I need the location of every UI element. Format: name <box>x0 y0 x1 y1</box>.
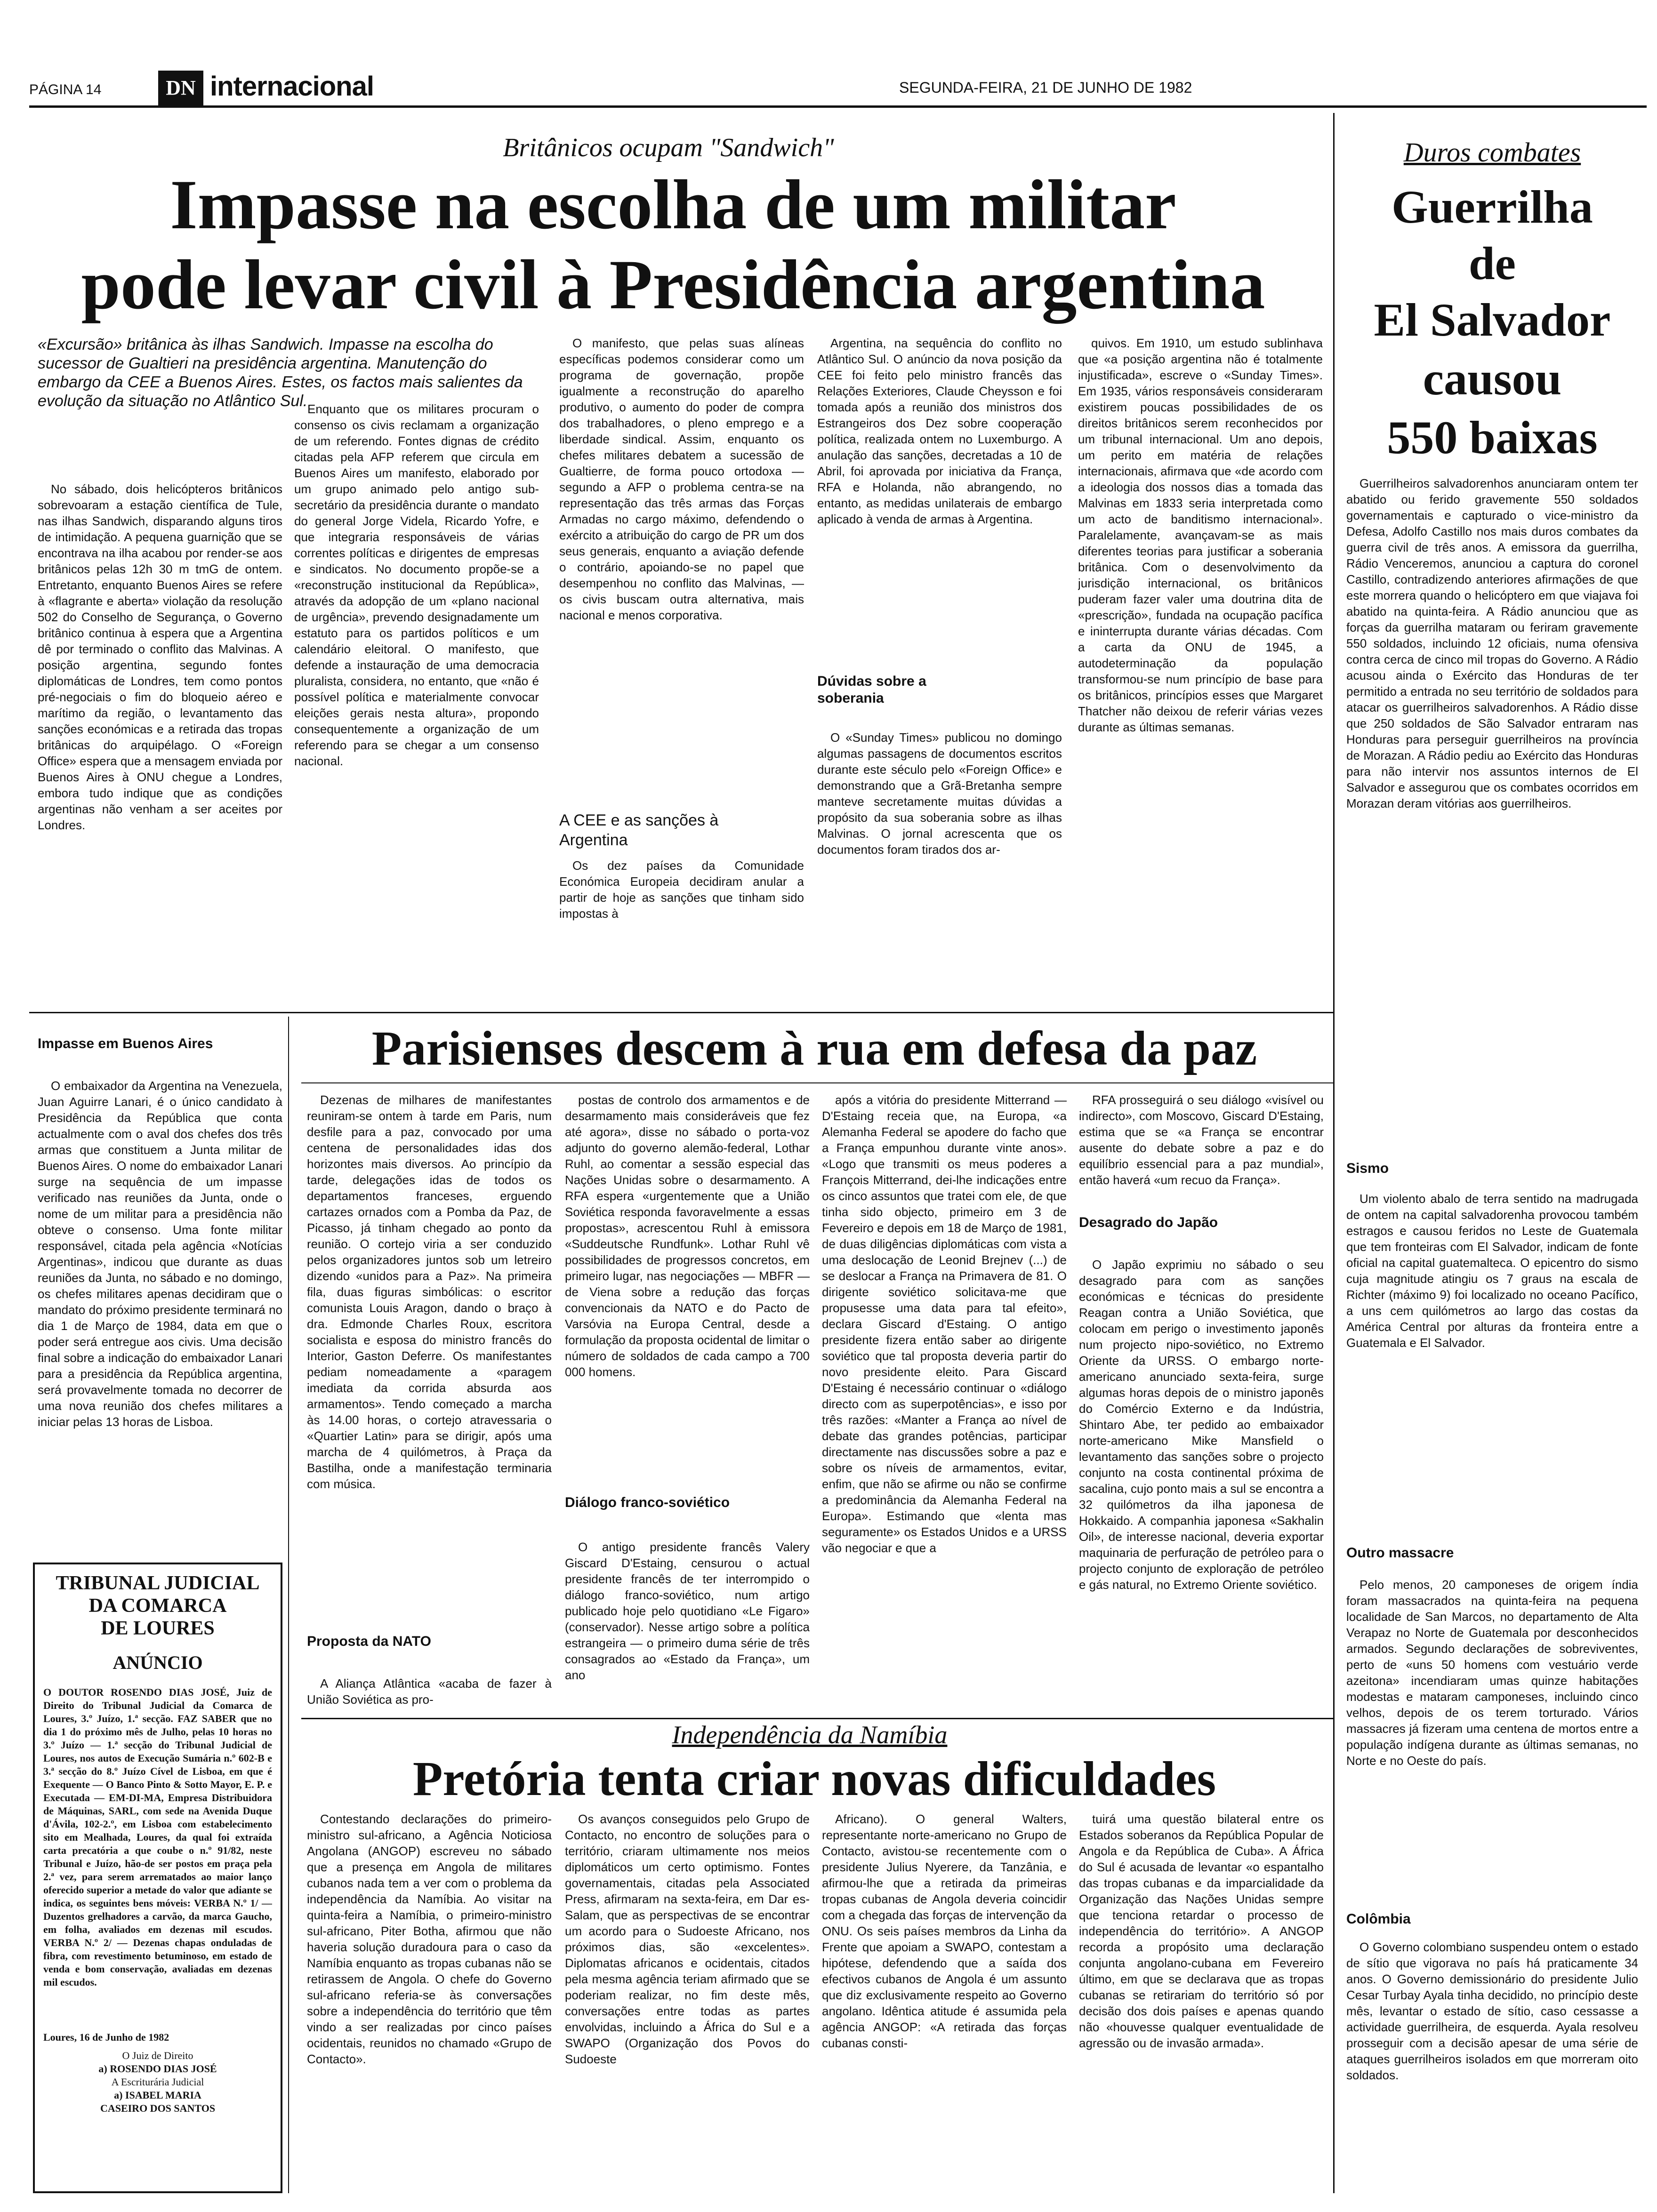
a2-col2-text: postas de controlo dos armamentos e de desarmamento mais consideráveis que fez até agora», disse no sábado o porta-voz adjunto do governo alemão-federal, Lothar Ruhl, ao comentar a sessão especial das Nações Unidas sobre o desarmamento. A RFA espera «urgentemente que a União Soviética responda favoravelmente a essas propostas», acrescentou Ruhl à emissora «Suddeutsche Rundfunk». Lothar Ruhl vê possibilidades de progressos concretos, em primeiro lugar, nas negociações — MBFR — de Viena sobre a redução das forças convencionais da NATO e do Pacto de Varsóvia na Europa Central, desde a formulação da proposta ocidental de limitar o número de soldados de cada campo a 700 000 homens. <box>565 1093 810 1379</box>
a2-title-rule <box>301 1082 1333 1083</box>
a2-title: Parisienses descem à rua em defesa da paz <box>371 1021 1257 1075</box>
a2-col3-text: após a vitória do presidente Mitterrand — D'Estaing receia que, na Europa, «a Alemanha Federal se apodere do facho que a França empunhou durante vinte anos». «Logo que transmiti os meus poderes a François Mitterrand, dei-lhe indicações entre os cinco assuntos que tratei com ele, de que tinha sido objecto, primeiro em 3 de Fevereiro e depois em 18 de Março de 1981, de duas diligências diplomáticas com vista a uma deslocação de Leonid Brejnev (...) de se deslocar a França na Primavera de 81. O dirigente soviético solicitava-me que propusesse uma data para tal efeito», declara Giscard d'Estaing. O antigo presidente fizera então saber ao dirigente soviético que tal proposta deveria partir do novo presidente eleito. Para Giscard D'Estaing é necessário continuar o «diálogo directo com as superpotências», e isso por três razões: «Manter a França ao nível de debate das grandes potências, participar directamente nas discussões sobre a paz e sobre os níveis de armamentos, evitar, enfim, que não se afirme ou não se confirme a predominância da Alemanha Federal na Europa». Estimando que «lenta mas seguramente» os Estados Unidos e a URSS vão negociar e que a <box>822 1093 1067 1555</box>
a2-sub-dialogo: Diálogo franco-soviético <box>565 1495 730 1510</box>
side-title-4: causou <box>1423 353 1562 405</box>
a1-lead: «Excursão» britânica às ilhas Sandwich. Impasse na escolha do sucessor de Gualtieri na presidência argentina. Manutenção do embargo da CEE a Buenos Aires. Estes, os factos mais salientes da evolução da situação no Atlântico Sul. <box>38 336 523 410</box>
a3-col2 <box>565 1811 810 2192</box>
page-number: PÁGINA 14 <box>29 82 102 97</box>
a2-col4b-text: O Japão exprimiu no sábado o seu desagrado para com as sanções económicas e técnicas do presidente Reagan contra a União Soviética, que colocam em perigo o investimento japonês num projecto nipo-soviético, no Extremo Oriente da URSS. O embargo norte-americano anunciado sexta-feira, surge algumas horas depois de o ministro japonês do Comércio Externo e da Indústria, Shintaro Abe, ter pedido ao embaixador norte-americano Mike Mansfield o levantamento das sanções sobre o projecto conjunto na costa continental próxima de sacalina, cujo ponto mais a sul se encontra a 32 quilómetros da ilha japonesa de Hokkaido. A companhia japonesa «Sakhalin Oil», de interesse nacional, deveria exportar maquinaria de perfuração de petróleo para o projecto conjunto de exploração de petróleo e gás natural, no Extremo Oriente soviético. <box>1079 1258 1324 1592</box>
header-rule <box>29 105 1647 108</box>
tribunal-sig-2: a) ROSENDO DIAS JOSÉ <box>98 2063 217 2075</box>
side-body-4-text: O Governo colombiano suspendeu ontem o estado de sítio que vigorava no país há praticamente 34 anos. O Governo demissionário do presidente Julio Cesar Turbay Ayala tinha decidido, no princípio deste mês, levantar o estado de sítio, caso cessasse a actividade guerrilheira, de esquerda. Ayala resolveu prosseguir com a decisão apesar de uma série de ataques guerrilheiros isolados em que morreram oito soldados. <box>1346 1940 1638 2082</box>
a2-col2b <box>565 1539 810 1713</box>
a1-col1-text: No sábado, dois helicópteros britânicos sobrevoaram a estação científica de Tule, nas ilhas Sandwich, disparando alguns tiros de intimidação. A pequena guarnição que se encontrava na ilha acabou por render-se aos britânicos pelas 12h 30 m tmG de ontem. Entretanto, enquanto Buenos Aires se refere à «flagrante e aberta» violação da resolução 502 do Conselho de Segurança, o Governo britânico continua à espera que a Argentina dê por terminado o conflito das Malvinas. A posição argentina, segundo fontes diplomáticas de Londres, tem como pontos pré-negociais o fim do bloqueio aéreo e marítimo da região, o levantamento das sanções económicas e a retirada das tropas britânicas do arquipélago. O «Foreign Office» espera que a mensagem enviada por Buenos Aires à ONU chegue a Londres, embora tudo indique que as condições argentinas não venham a ser aceites por Londres. <box>38 482 282 832</box>
side-title-5: 550 baixas <box>1387 411 1598 464</box>
tribunal-ad <box>33 1563 282 2193</box>
tribunal-title-1: TRIBUNAL JUDICIAL <box>56 1572 260 1594</box>
side-sub-colombia: Colômbia <box>1346 1911 1411 1927</box>
a1-sub-cee: A CEE e as sanções à Argentina <box>559 811 719 849</box>
a2-col1 <box>307 1092 552 1675</box>
side-body-3-text: Pelo menos, 20 camponeses de origem índia foram massacrados na quinta-feira na pequena localidade de San Marcos, no departamento de Alta Verapaz no Norte de Guatemala por desconhecidos armados. Segundo declarações de sobreviventes, perto de «uns 50 homens com vestuário verde azeitona» incendiaram umas quinze habitações modestas e mataram camponeses, incluindo cinco velhos, depois de os terem torturado. Vários massacres já fizeram uma centena de mortos entre a população indígena durante as últimas semanas, no Norte e no Oeste do país. <box>1346 1578 1638 1768</box>
a1-col1 <box>38 481 282 1008</box>
a1-col4-text: Argentina, na sequência do conflito no Atlântico Sul. O anúncio da nova posição da CEE foi feito pelo ministro francês das Relações Exteriores, Claude Cheysson e foi tomada após a reunião dos ministros dos Estrangeiros dos Dez sobre cooperação política, realizada ontem no Luxemburgo. A anulação das sanções, decretadas a 10 de Abril, foi aprovada por iniciativa da França, RFA e Holanda, não abrangendo, no entanto, as medidas unilaterais de embargo aplicado à venda de armas à Argentina. <box>817 336 1062 526</box>
a1-col5 <box>1078 335 1323 1008</box>
a1-sub-soberania: Dúvidas sobre a soberania <box>817 673 926 706</box>
side-sub-massacre: Outro massacre <box>1346 1545 1454 1561</box>
a3-col1 <box>307 1811 552 2192</box>
a3-kicker: Independência da Namíbia <box>672 1721 948 1749</box>
section-name: internacional <box>210 71 374 102</box>
a2-col3 <box>822 1092 1067 1713</box>
a3-col1-text: Contestando declarações do primeiro-ministro sul-africano, a Agência Noticiosa Angolana (ANGOP) escreveu no sábado que a presença em Angola de militares cubanos nada tem a ver com o problema da independência da Namíbia. Ao visitar na quinta-feira a Namíbia, o primeiro-ministro sul-africano, Piter Botha, afirmou que não haveria solução duradoura para o caso da Namíbia enquanto as tropas cubanas não se retirassem de Angola. O chefe do Governo sul-africano referia-se às conversações sobre a independência do território que têm vindo a ser realizadas por cinco países ocidentais, reunidos no chamado «Grupo de Contacto». <box>307 1812 552 2066</box>
a1-col3-text: O manifesto, que pelas suas alíneas específicas podemos considerar como um programa de governação, propõe igualmente a reconstrução do aparelho produtivo, o aumento do poder de compra dos trabalhadores, o pleno emprego e a liberdade sindical. Assim, enquanto os chefes militares debatem a sucessão de Gualtierre, de forma pouco ortodoxa — segundo a AFP o problema centra-se na representação das três armas das Forças Armadas no cargo máximo, defendendo o exército a atribuição do cargo de PR um dos seus generais, enquanto a aviação defende o contrário, apoiando-se no papel que desempenhou no conflito das Malvinas, — os civis buscam outra alternativa, mais nacional e menos corporativa. <box>559 336 804 622</box>
tribunal-anuncio: ANÚNCIO <box>113 1652 203 1673</box>
a2-col4b <box>1079 1257 1324 1713</box>
a3-col2-text: Os avanços conseguidos pelo Grupo de Contacto, no encontro de soluções para o território, criaram ultimamente nos meios diplomáticos um certo optimismo. Fontes governamentais, citadas pela Associated Press, afirmaram na sexta-feira, em Dar es-Salam, que as perspectivas de se encontrar um acordo para o Sudoeste Africano, nos próximos dias, são «excelentes». Diplomatas africanos e ocidentais, citados pela mesma agência teriam afirmado que se poderiam realizar, no fim deste mês, conversações entre todas as partes envolvidas, incluindo a África do Sul e a SWAPO (Organização dos Povos do Sudoeste <box>565 1812 810 2066</box>
side-body-1-text: Guerrilheiros salvadorenhos anunciaram ontem ter abatido ou ferido gravemente 550 soldados governamentais e capturado o vice-ministro da Defesa, Adolfo Castillo nos mais duros combates da guerra civil de três anos. A emissora da guerrilha, Rádio Venceremos, anunciou a captura do coronel Castillo, contradizendo anteriores afirmações de que este morrera quando o helicóptero em que viajava foi abatido na quinta-feira. A Rádio anunciou que as forças da guerrilha mataram ou feriram gravemente 550 soldados, incluindo 12 oficiais, numa ofensiva contra cerca de cinco mil tropas do Governo. A Rádio acusou ainda o Exército das Honduras de ter permitido a entrada no seu território de soldados para atacar os guerrilheiros salvadorenhos. A Rádio disse que 250 soldados de São Salvador entraram nas Honduras para perseguir guerrilheiros na província de Morazan. A Rádio pediu ao Exército das Honduras para não intervir nos assuntos internos de El Salvador e assegurou que os combates ocorridos em Morazan deram vitórias aos guerrilheiros. <box>1346 476 1638 810</box>
left-body-text: O embaixador da Argentina na Venezuela, Juan Aguirre Lanari, é o único candidato à Presidência da República que conta actualmente com o aval dos chefes dos três armas que constituem a Junta militar de Buenos Aires. O nome do embaixador Lanari surge na sequência de um impasse verificado nas reuniões da Junta, onde o nome de um militar para a presidência não obteve o consenso. Uma fonte militar responsável, citada pela agência «Notícias Argentinas», indicou que durante as duas reuniões da Junta, no sábado e no domingo, os chefes militares apenas decidiram que o mandato do próximo presidente terminará no dia 1 de Março de 1984, data em que o poder será entregue aos civis. Uma decisão final sobre a indicação do embaixador Lanari para a presidência da República argentina, será provavelmente tomada no decorrer de uma nova reunião dos chefes militares a iniciar pelas 13 horas de Lisboa. <box>38 1079 282 1429</box>
a2-col1b <box>307 1675 552 1713</box>
a2-col2 <box>565 1092 810 1492</box>
side-body-4 <box>1346 1939 1638 2193</box>
a1-col3 <box>559 335 804 810</box>
a1-col4b-text: O «Sunday Times» publicou no domingo algumas passagens de documentos escritos durante este século pelo «Foreign Office» e demonstrando que a Grã-Bretanha sempre manteve secretamente muitas dúvidas a propósito da sua soberania sobre as ilhas Malvinas. O jornal acrescenta que os documentos foram tirados dos ar- <box>817 730 1062 857</box>
a3-col4-text: tuirá uma questão bilateral entre os Estados soberanos da República Popular de Angola e da República de Cuba». A África do Sul é acusada de levantar «o espantalho das tropas cubanas e da imparcialidade da Organização das Nações Unidas sempre que tenciona retardar o processo de independência do território». A ANGOP recorda a propósito uma declaração conjunta angolano-cubana em Fevereiro último, em que se declarava que as tropas cubanas se retirariam do território só por decisão dos dois países e apenas quando não «houvesse qualquer eventualidade de agressão ou de invasão armada». <box>1079 1812 1324 2050</box>
tribunal-title-3: DE LOURES <box>101 1618 215 1639</box>
left-column-divider <box>288 1017 289 2193</box>
tribunal-sig-1: O Juiz de Direito <box>122 2050 193 2061</box>
newspaper-logo: DN <box>158 71 203 105</box>
a3-col4 <box>1079 1811 1324 2192</box>
a2-col1-text: Dezenas de milhares de manifestantes reuniram-se ontem à tarde em Paris, num desfile para a paz, convocado por uma centena de personalidades idas dos horizontes mais diversos. Ao princípio da tarde, delegações idas de todos os departamentos franceses, erguendo cartazes ornados com a Pomba da Paz, de Picasso, já tinham chegado ao ponto da reunião. O cortejo viria a ser conduzido pelos organizadores juntos sob um letreiro dizendo «unidos para a Paz». Na primeira fila, duas figuras simbólicas: o escritor comunista Louis Aragon, dando o braço à dra. Edmonde Charles Roux, escritora socialista e esposa do ministro francês do Interior, Gaston Deferre. Os manifestantes pediam nomeadamente a «paragem imediata da corrida absurda aos armamentos». Tendo começado a marcha às 14.00 horas, o cortejo atravessaria o «Quartier Latin» para se dirigir, após uma marcha de 4 quilómetros, à Praça da Bastilha, onde a manifestação terminaria com música. <box>307 1093 552 1491</box>
tribunal-sig-4: a) ISABEL MARIA <box>114 2089 201 2101</box>
a1-col3b <box>559 858 804 1008</box>
side-title-1: Guerrilha <box>1392 181 1593 233</box>
a2-col1b-text: A Aliança Atlântica «acaba de fazer à União Soviética as pro- <box>307 1676 552 1707</box>
side-title-3: El Salvador <box>1374 294 1611 346</box>
a1-kicker: Britânicos ocupam "Sandwich" <box>503 133 834 162</box>
side-body-2 <box>1346 1191 1638 1544</box>
a2-col2b-text: O antigo presidente francês Valery Giscard D'Estaing, censurou o actual presidente francês de ter interrompido o diálogo franco-soviético, num artigo publicado hoje pelo quotidiano «Le Figaro» (conservador). Nesse artigo sobre a política estrangeira — o primeiro duma série de três consagrados ao «Estado da França», um ano <box>565 1540 810 1682</box>
a2-sub-japao: Desagrado do Japão <box>1079 1215 1218 1230</box>
a1-col4b <box>817 729 1062 1008</box>
a1-title-line1: Impasse na escolha de um militar <box>170 166 1176 244</box>
a1-col2 <box>294 401 539 1008</box>
a1-col5-text: quivos. Em 1910, um estudo sublinhava que «a posição argentina não é totalmente injustificada», escreve o «Sunday Times». Em 1935, vários responsáveis consideraram existirem poucas possibilidades de os direitos britânicos serem reconhecidos por um tribunal internacional. Um ano depois, um perito em matéria de relações internacionais, afirmava que «de acordo com a ideologia dos nossos dias a tomada das Malvinas em 1833 seria interpretada como um acto de banditismo internacional». Paralelamente, avançavam-se as mais diferentes teorias para justificar a soberania britânica. Com o desenvolvimento da jurisdição internacional, os britânicos puderam fazer valer uma doutrina dita de «prescrição», fundada na ocupação pacífica e ininterrupta durante várias décadas. Com a carta da ONU de 1945, a autodeterminação da população transformou-se num princípio de base para os britânicos, princípios esses que Margaret Thatcher não deixou de referir várias vezes durante as últimas semanas. <box>1078 336 1323 734</box>
side-sub-sismo: Sismo <box>1346 1161 1389 1176</box>
a1-title-line2: pode levar civil à Presidência argentina <box>81 246 1265 324</box>
tribunal-sig-3: A Escriturária Judicial <box>111 2076 204 2088</box>
a3-col3-text: Africano). O general Walters, representante norte-americano no Grupo de Contacto, avistou-se recentemente com o presidente Julius Nyerere, da Tanzânia, e afirmou-lhe que a retirada da primeiras tropas cubanas de Angola deveria coincidir com a chegada das forças de intervenção da ONU. Os seis países membros da Linha da Frente que apoiam a SWAPO, contestam a hipótese, defendendo que a saída dos efectivos cubanos de Angola é um assunto que diz exclusivamente respeito ao Governo angolano. Idêntica atitude é assumida pela agência ANGOP: «A retirada das forças cubanas consti- <box>822 1812 1067 2050</box>
sidebar-divider <box>1333 113 1335 2193</box>
a1-bottom-rule <box>29 1012 1333 1013</box>
a1-col2-text: Enquanto que os militares procuram o consenso os civis reclamam a organização de um referendo. Fontes dignas de crédito citadas pela AFP referem que circula em Buenos Aires um manifesto, elaborado por um grupo animado pelo antigo sub-secretário da presidência durante o mandato do general Jorge Videla, Ricardo Yofre, e que integraria responsáveis de várias correntes políticas e dirigentes de empresas e sindicatos. No documento propõe-se a «reconstrução institucional da República», através da adopção de um «plano nacional de urgência», prevendo designadamente um estatuto para os partidos políticos e um calendário eleitoral. O manifesto, que defende a instauração de uma democracia pluralista, considera, no entanto, que «não é possível política e materialmente convocar eleições gerais nesta altura», propondo consequentemente a organização de um referendo para se chegar a um consenso nacional. <box>294 402 539 768</box>
tribunal-date: Loures, 16 de Junho de 1982 <box>43 2031 169 2043</box>
a3-col3 <box>822 1811 1067 2192</box>
side-title-2: de <box>1469 237 1516 289</box>
a2-col4-text: RFA prosseguirá o seu diálogo «visível ou indirecto», com Moscovo, Giscard D'Estaing, estima que se «a França se encontrar ausente do debate sobre a paz e do equilíbrio essencial para a paz mundial», então haverá «um recuo da França». <box>1079 1093 1324 1187</box>
a2-bottom-rule <box>301 1718 1333 1719</box>
tribunal-body: O DOUTOR ROSENDO DIAS JOSÉ, Juiz de Direito do Tribunal Judicial da Comarca de Loures, 3.º Juízo, 1.ª secção. FAZ SABER que no dia 1 do próximo mês de Julho, pelas 10 horas no 3.º Juízo — 1.ª secção do Tribunal Judicial de Loures, nos autos de Execução Sumária n.º 602-B e 3.ª secção do 8.º Juízo Cível de Lisboa, em que é Exequente — O Banco Pinto & Sotto Mayor, E. P. e Executada — EM-DI-MA, Empresa Distribuidora de Máquinas, SARL, com sede na Avenida Duque d'Ávila, 102-2.º, em Lisboa com estabelecimento sito em Mealhada, Loures, da qual foi extraída carta precatória a que coube o n.º 91/82, neste Tribunal e Juízo, hão-de ser postos em praça pela 2.ª vez, para serem arrematados ao maior lanço oferecido superior a metade do valor que adiante se indica, os seguintes bens móveis: VERBA N.º 1/ — Duzentos grelhadores a carvão, da marca Gaucho, em folha, avaliados em dezenas mil escudos. VERBA N.º 2/ — Dezenas chapas onduladas de fibra, com revestimento betuminoso, em estado de venda e bom conservação, avaliadas em dezenas mil escudos. <box>43 1686 272 1988</box>
side-kicker: Duros combates <box>1403 137 1581 168</box>
a1-col3b-text: Os dez países da Comunidade Económica Europeia decidiram anular a partir de hoje as sanções que tinham sido impostas à <box>559 858 804 921</box>
a2-col4 <box>1079 1092 1324 1210</box>
left-sub: Impasse em Buenos Aires <box>38 1036 213 1051</box>
page-date: SEGUNDA-FEIRA, 21 DE JUNHO DE 1982 <box>899 79 1192 96</box>
side-body-3 <box>1346 1577 1638 1897</box>
tribunal-title-2: DA COMARCA <box>88 1595 227 1617</box>
a1-col4 <box>817 335 1062 655</box>
left-body <box>38 1078 282 1548</box>
side-body-2-text: Um violento abalo de terra sentido na madrugada de ontem na capital salvadorenha provocou também estragos e causou feridos no Leste de Guatemala que tem fronteiras com El Salvador, indicam de fonte oficial na capital guatemalteca. O epicentro do sismo cuja magnitude atingiu os 7 graus na escala de Richter (máximo 9) foi localizado no oceano Pacífico, a uns cem quilómetros ao largo das costas da América Central por alturas da fronteira entre a Guatemala e El Salvador. <box>1346 1192 1638 1350</box>
tribunal-sig-5: CASEIRO DOS SANTOS <box>100 2102 216 2114</box>
a3-title: Pretória tenta criar novas dificuldades <box>412 1752 1216 1806</box>
a2-sub-nato: Proposta da NATO <box>307 1634 431 1649</box>
